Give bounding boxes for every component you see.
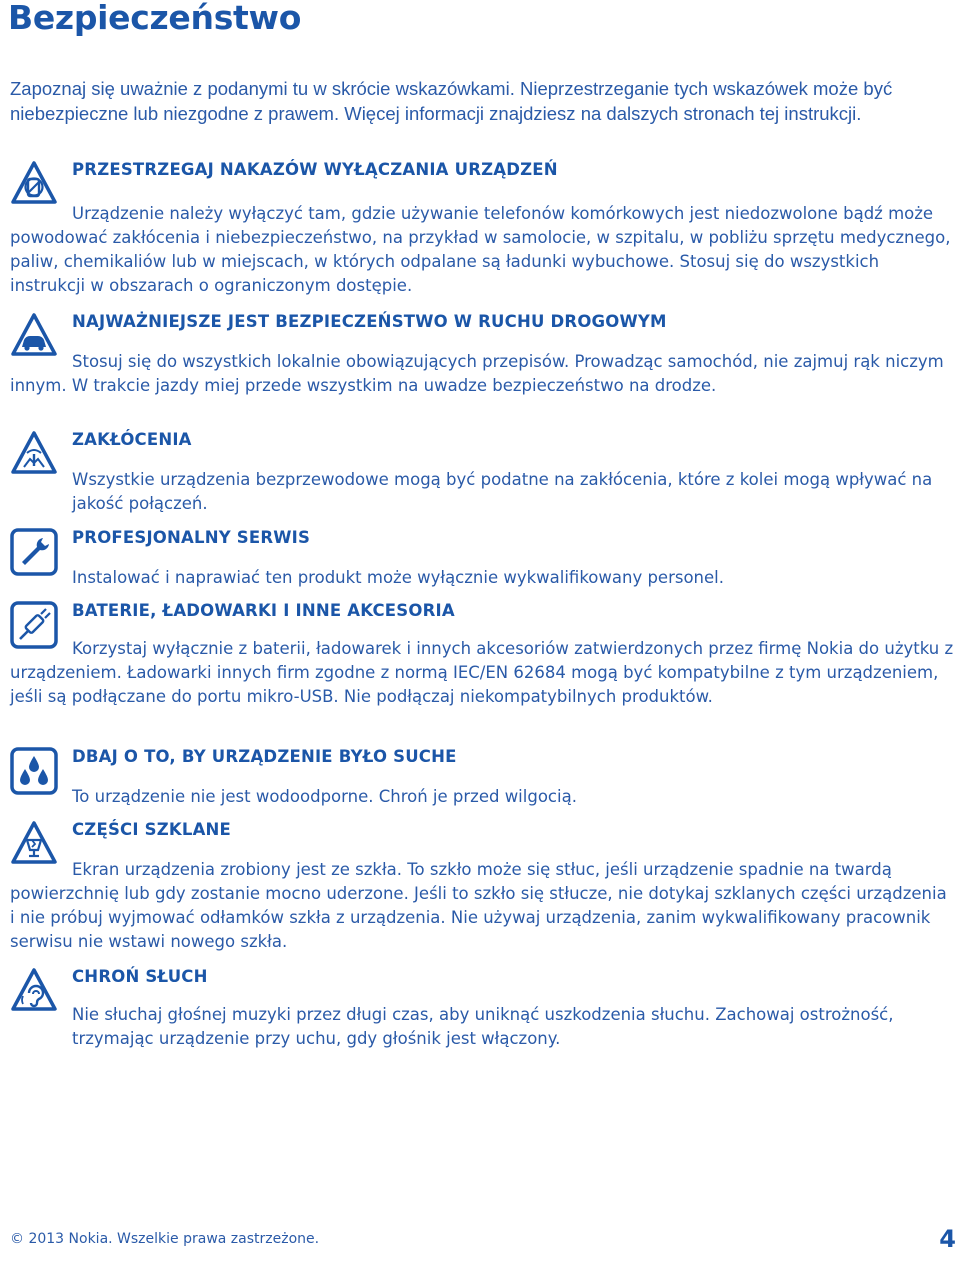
- section-heading: DBAJ O TO, BY URZĄDZENIE BYŁO SUCHE: [72, 747, 457, 766]
- section-service: [10, 528, 955, 590]
- section-body: Nie słuchaj głośnej muzyki przez długi czas, aby uniknąć uszkodzenia słuchu. Zachowaj ostrożność, trzymając urządzenie przy uchu, gdy głośnik jest włączony.: [72, 1005, 894, 1048]
- section-heading: PRZESTRZEGAJ NAKAZÓW WYŁĄCZANIA URZĄDZEŃ: [72, 160, 558, 179]
- section-heading: BATERIE, ŁADOWARKI I INNE AKCESORIA: [72, 601, 455, 620]
- section-keep-dry: [10, 747, 955, 809]
- phone-off-icon: [10, 160, 58, 208]
- section-road-safety: [10, 312, 955, 398]
- section-heading: ZAKŁÓCENIA: [72, 430, 192, 449]
- section-body: Ekran urządzenia zrobiony jest ze szkła. To szkło może się stłuc, jeśli urządzenie spadnie na twardą powierzchnię lub gdy zostanie mocno uderzone. Jeśli to szkło się stłucze, nie dotykaj szklanych części urządzenia i nie próbuj wyjmować odłamków szkła z urządzenia. Nie używaj urządzenia, zanim wykwalifikowany pracownik serwisu nie wstawi nowego szkła.: [10, 860, 947, 951]
- section-switch-off: [10, 160, 955, 298]
- section-heading: CHROŃ SŁUCH: [72, 967, 208, 986]
- water-drops-icon: [10, 747, 58, 795]
- section-heading: NAJWAŻNIEJSZE JEST BEZPIECZEŃSTWO W RUCHU DROGOWYM: [72, 312, 667, 331]
- copyright-notice: © 2013 Nokia. Wszelkie prawa zastrzeżone.: [10, 1231, 320, 1247]
- interference-icon: [10, 430, 58, 478]
- broken-glass-icon: [10, 820, 58, 868]
- section-hearing: [10, 967, 955, 1051]
- section-body: Wszystkie urządzenia bezprzewodowe mogą być podatne na zakłócenia, które z kolei mogą wpływać na jakość połączeń.: [72, 470, 933, 513]
- page-number: 4: [939, 1225, 956, 1253]
- section-heading: PROFESJONALNY SERWIS: [72, 528, 311, 547]
- section-body: Urządzenie należy wyłączyć tam, gdzie używanie telefonów komórkowych jest niedozwolone bądź może powodować zakłócenia i niebezpieczeństwo, na przykład w samolocie, w szpitalu, w pobliżu sprzętu medycznego, paliw, chemikaliów lub w miejscach, w których odpalane są ładunki wybuchowe. Stosuj się do wszystkich instrukcji w obszarach o ograniczonym dostępie.: [10, 204, 951, 295]
- section-body: Korzystaj wyłącznie z baterii, ładowarek i innych akcesoriów zatwierdzonych przez firmę Nokia do użytku z urządzeniem. Ładowarki innych firm zgodne z normą IEC/EN 62684 mogą być kompatybilne z tym urządzeniem, jeśli są podłączane do portu mikro-USB. Nie podłączaj niekompatybilnych produktów.: [10, 639, 954, 706]
- charger-plug-icon: [10, 601, 58, 649]
- section-interference: [10, 430, 955, 516]
- car-icon: [10, 312, 58, 360]
- intro-paragraph: Zapoznaj się uważnie z podanymi tu w skrócie wskazówkami. Nieprzestrzeganie tych wskazówek może być niebezpieczne lub niezgodne z prawem. Więcej informacji znajdziesz na dalszych stronach tej instrukcji.: [10, 78, 893, 124]
- section-body: To urządzenie nie jest wodoodporne. Chroń je przed wilgocią.: [72, 787, 577, 806]
- wrench-icon: [10, 528, 58, 576]
- section-body: Stosuj się do wszystkich lokalnie obowiązujących przepisów. Prowadząc samochód, nie zajmuj rąk niczym innym. W trakcie jazdy miej przede wszystkim na uwadze bezpieczeństwo na drodze.: [10, 352, 944, 395]
- section-glass-parts: [10, 820, 955, 954]
- section-batteries: [10, 601, 955, 709]
- ear-icon: [10, 967, 58, 1015]
- section-body: Instalować i naprawiać ten produkt może wyłącznie wykwalifikowany personel.: [72, 568, 724, 587]
- section-heading: CZĘŚCI SZKLANE: [72, 820, 232, 839]
- page-title: Bezpieczeństwo: [8, 0, 302, 37]
